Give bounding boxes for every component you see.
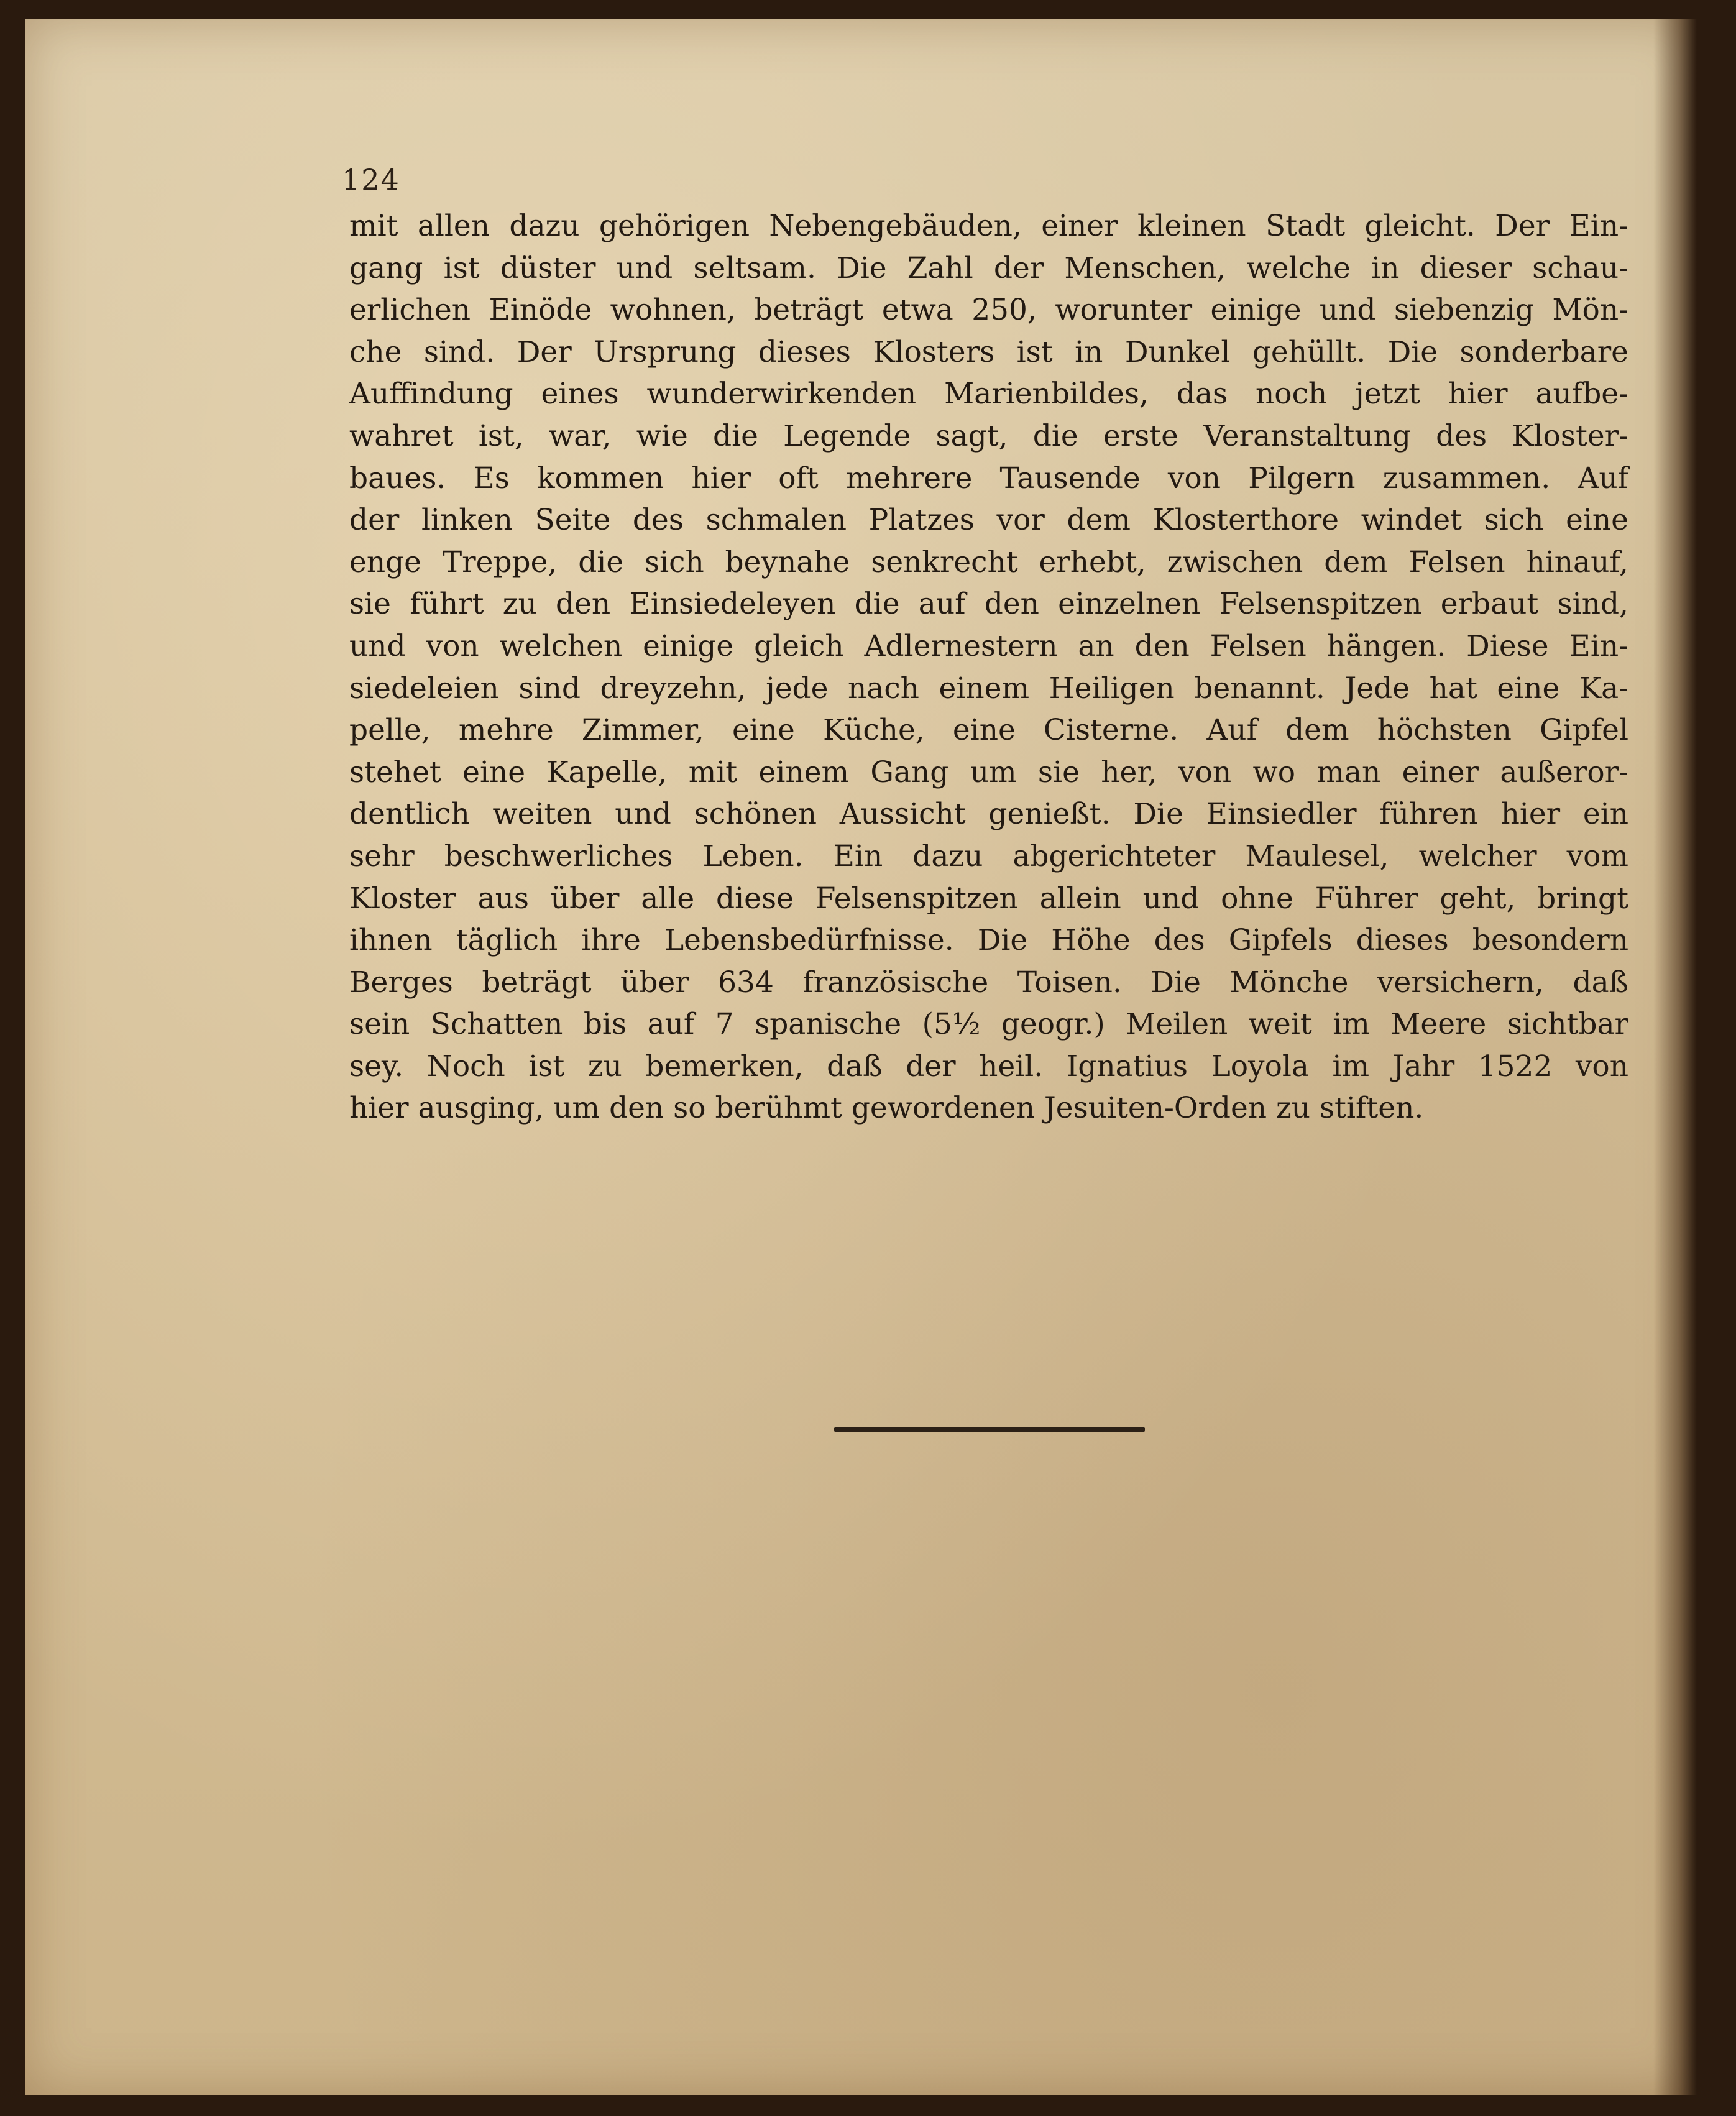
text-line: Auffindung eines wunderwirkenden Marienbildes, das noch jetzt hier aufbe- [349, 377, 1628, 412]
page-spine-shadow [1653, 19, 1697, 2095]
text-line: sehr beschwerliches Leben. Ein dazu abgerichteter Maulesel, welcher vom [349, 839, 1628, 873]
text-line: mit allen dazu gehörigen Nebengebäuden, einer kleinen Stadt gleicht. Der Ein- [349, 209, 1628, 243]
text-line: dentlich weiten und schönen Aussicht genießt. Die Einsiedler führen hier ein [349, 797, 1628, 832]
text-line: sie führt zu den Einsiedeleyen die auf den einzelnen Felsenspitzen erbaut sind, [349, 587, 1628, 622]
text-line: Berges beträgt über 634 französische Toisen. Die Mönche versichern, daß [349, 965, 1628, 1000]
text-line: siedeleien sind dreyzehn, jede nach einem Heiligen benannt. Jede hat eine Ka- [349, 671, 1628, 706]
text-line: pelle, mehre Zimmer, eine Küche, eine Cisterne. Auf dem höchsten Gipfel [349, 713, 1628, 748]
section-divider-rule [834, 1427, 1145, 1432]
body-text [349, 205, 1628, 1129]
text-line: ihnen täglich ihre Lebensbedürfnisse. Die Höhe des Gipfels dieses besondern [349, 923, 1628, 958]
book-page [25, 19, 1697, 2095]
text-line: Kloster aus über alle diese Felsenspitzen allein und ohne Führer geht, bringt [349, 881, 1628, 916]
text-line: sein Schatten bis auf 7 spanische (5½ geogr.) Meilen weit im Meere sichtbar [349, 1007, 1628, 1042]
text-line: stehet eine Kapelle, mit einem Gang um sie her, von wo man einer außeror- [349, 755, 1628, 789]
text-line: und von welchen einige gleich Adlernestern an den Felsen hängen. Diese Ein- [349, 628, 1628, 663]
page-number: 124 [342, 163, 400, 196]
text-line: erlichen Einöde wohnen, beträgt etwa 250, worunter einige und siebenzig Mön- [349, 293, 1628, 328]
text-line: sey. Noch ist zu bemerken, daß der heil. Ignatius Loyola im Jahr 1522 von [349, 1049, 1628, 1083]
text-line: baues. Es kommen hier oft mehrere Tausende von Pilgern zusammen. Auf [349, 461, 1628, 495]
text-line: hier ausging, um den so berühmt gewordenen Jesuiten-Orden zu stiften. [349, 1091, 1424, 1126]
text-line: der linken Seite des schmalen Platzes vor dem Klosterthore windet sich eine [349, 503, 1628, 538]
text-line: wahret ist, war, wie die Legende sagt, die erste Veranstaltung des Kloster- [349, 418, 1628, 453]
text-line: gang ist düster und seltsam. Die Zahl der Menschen, welche in dieser schau- [349, 251, 1628, 285]
text-line: enge Treppe, die sich beynahe senkrecht erhebt, zwischen dem Felsen hinauf, [349, 545, 1628, 579]
text-line: che sind. Der Ursprung dieses Klosters ist in Dunkel gehüllt. Die sonderbare [349, 334, 1628, 369]
